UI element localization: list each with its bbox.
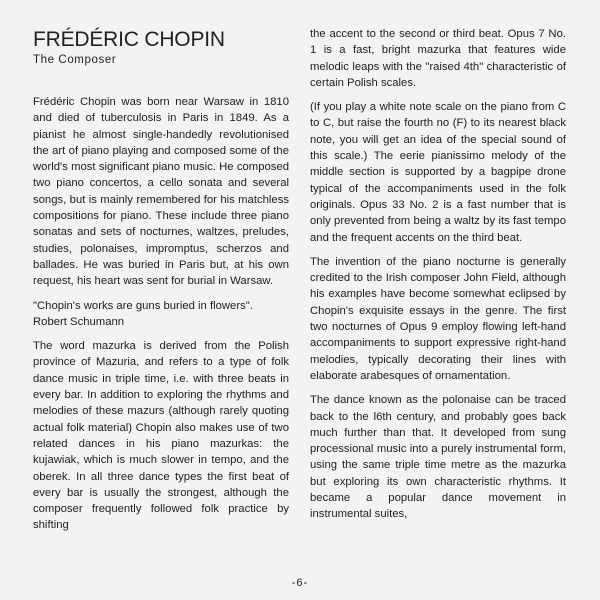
right-paragraph-4: The dance known as the polonaise can be traced back to the l6th century, and probably goes back much further than that. It developed from sung processional music into a purely instrumental form, using the same triple time metre as the mazurka but exploring its own characteristic rhythms. It became a popular dance movement in instrumental suites, (310, 394, 566, 521)
page-number: -6- (291, 577, 309, 589)
page-subtitle: The Composer (33, 54, 117, 66)
right-paragraph-1: the accent to the second or third beat. Opus 7 No. 1 is a fast, bright mazurka that features wide melodic leaps with the "raised 4th" characteristic of certain Polish scales. (310, 28, 566, 89)
left-paragraph-3: The word mazurka is derived from the Polish province of Mazuria, and refers to a type of folk dance music in triple time, i.e. with three beats in every bar. In addition to exploring the rhythms and melodies of these mazurs (although rarely quoting actual folk material) Chopin also makes use of two related dances in his piano mazurkas: the kujawiak, which is much slower in tempo, and the oberek. In all three dance types the first beat of every bar is usually the strongest, although the composer frequently followed folk practice by shifting (33, 340, 289, 532)
left-column (33, 28, 289, 542)
right-paragraph-3: The invention of the piano nocturne is generally credited to the Irish composer John Field, although his examples have become somewhat eclipsed by Chopin's exquisite essays in the genre. The first two nocturnes of Opus 9 employ flowing left-hand accompaniments to support expressive right-hand melodies, typically decorating their lines with elaborate arabesques of ornamentation. (310, 255, 566, 382)
left-paragraph-1: Frédéric Chopin was born near Warsaw in 1810 and died of tuberculosis in Paris in 1849. As a pianist he almost single-handedly revolutionised the art of piano playing and composed some of the world's most significant piano music. He composed two piano concertos, a cello sonata and several songs, but is mainly remembered for his matchless compositions for piano. These include three piano sonatas and sets of nocturnes, waltzes, preludes, studies, polonaises, impromptus, scherzos and ballades. He was buried in Paris but, at his own request, his heart was sent for burial in Warsaw. (33, 96, 289, 288)
page-title: FRÉDÉRIC CHOPIN (33, 28, 225, 51)
left-paragraph-2: "Chopin's works are guns buried in flowers". Robert Schumann (33, 299, 253, 328)
right-paragraph-2: (If you play a white note scale on the piano from C to C, but raise the fourth no (F) to its nearest black note, you will get an idea of the special sound of this scale.) The eerie pianissimo melody of the middle section is supported by a bagpipe drone typical of the accompaniments used in the folk originals. Opus 33 No. 2 is a fast number that is only prevented from being a waltz by its fast tempo and the frequent accents on the third beat. (310, 101, 566, 244)
right-column (310, 26, 566, 531)
